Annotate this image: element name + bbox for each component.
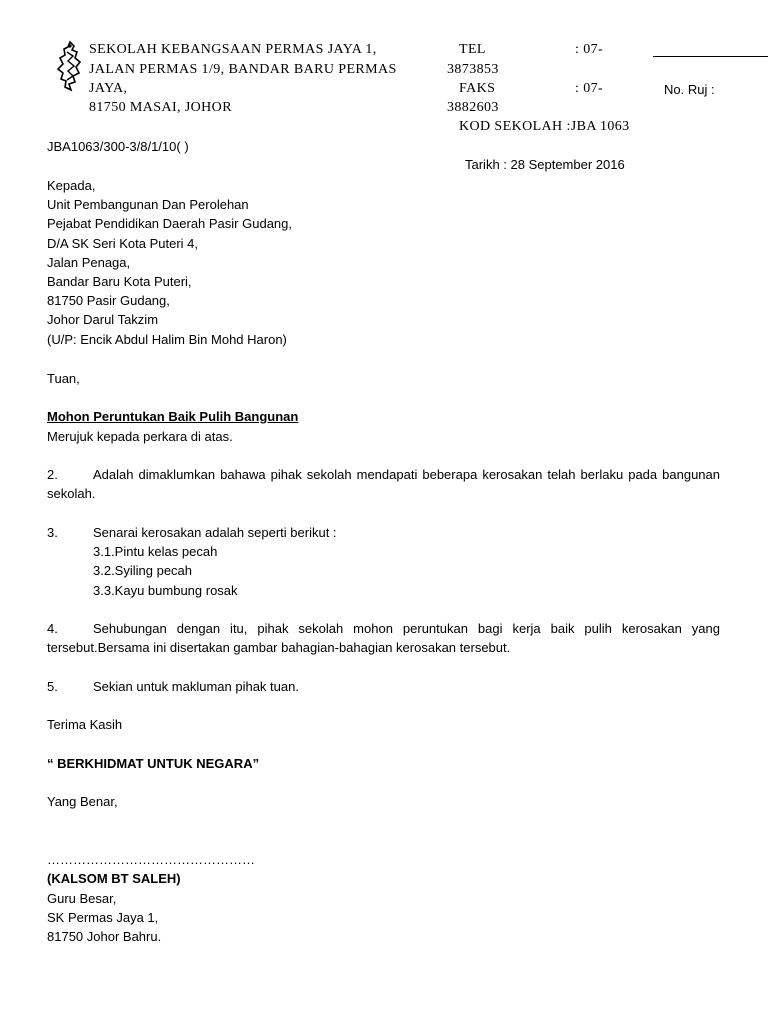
letter-date: Tarikh : 28 September 2016: [465, 157, 625, 172]
signatory-name: (KALSOM BT SALEH): [47, 871, 181, 886]
reference-number: JBA1063/300-3/8/1/10( ): [47, 139, 189, 154]
recipient-line: Bandar Baru Kota Puteri,: [47, 274, 192, 289]
paragraph-text: Adalah dimaklumkan bahawa pihak sekolah mendapati beberapa kerosakan telah berlaku pada bangunan sekolah.: [47, 467, 720, 501]
closing-yours: Yang Benar,: [47, 794, 118, 809]
letter-subject: Mohon Peruntukan Baik Pulih Bangunan: [47, 409, 299, 424]
paragraph-text: Sehubungan dengan itu, pihak sekolah mohon peruntukan bagi kerja baik pulih kerosakan yang tersebut.Bersama ini disertakan gambar bahagian-bahagian kerosakan tersebut.: [47, 621, 720, 655]
paragraph-number: 2.: [47, 467, 58, 482]
tel-value: : 07-: [575, 42, 604, 57]
recipient-line: Johor Darul Takzim: [47, 312, 159, 327]
paragraph-number: 3.: [47, 525, 58, 540]
school-address-line: 81750 MASAI, JOHOR: [89, 100, 232, 115]
school-name: SEKOLAH KEBANGSAAN PERMAS JAYA 1,: [89, 42, 377, 57]
signatory-title: SK Permas Jaya 1,: [47, 910, 159, 925]
fax-value: : 07-: [575, 81, 604, 96]
school-crest-logo: [53, 40, 87, 92]
paragraph-3: [47, 523, 337, 542]
school-address-line: JALAN PERMAS 1/9, BANDAR BARU PERMAS: [89, 62, 397, 77]
damage-list-item: 3.1.Pintu kelas pecah: [93, 544, 218, 559]
paragraph-4: [47, 619, 720, 657]
closing-thanks: Terima Kasih: [47, 717, 123, 732]
paragraph-text: Senarai kerosakan adalah seperti berikut :: [93, 525, 337, 540]
school-code: KOD SEKOLAH :JBA 1063: [459, 119, 630, 134]
tel-value: 3873853: [447, 62, 499, 77]
damage-list-item: 3.3.Kayu bumbung rosak: [93, 583, 238, 598]
signatory-title: 81750 Johor Bahru.: [47, 929, 162, 944]
recipient-salutation: Kepada,: [47, 178, 96, 193]
motto: “ BERKHIDMAT UNTUK NEGARA”: [47, 756, 260, 771]
tel-label: TEL: [459, 42, 486, 57]
damage-list-item: 3.2.Syiling pecah: [93, 563, 193, 578]
paragraph-number: 4.: [47, 621, 58, 636]
signatory-title: Guru Besar,: [47, 891, 117, 906]
fax-value: 3882603: [447, 100, 499, 115]
fax-label: FAKS: [459, 81, 496, 96]
greeting: Tuan,: [47, 371, 80, 386]
paragraph-number: 5.: [47, 679, 58, 694]
recipient-line: Jalan Penaga,: [47, 255, 131, 270]
paragraph-text: Sekian untuk makluman pihak tuan.: [93, 679, 299, 694]
recipient-line: (U/P: Encik Abdul Halim Bin Mohd Haron): [47, 332, 287, 347]
signature-line: …………………………………………: [47, 852, 255, 867]
header-rule: [653, 56, 768, 57]
recipient-line: Unit Pembangunan Dan Perolehan: [47, 197, 249, 212]
intro-text: Merujuk kepada perkara di atas.: [47, 429, 233, 444]
recipient-line: Pejabat Pendidikan Daerah Pasir Gudang,: [47, 216, 292, 231]
paragraph-2: [47, 465, 720, 503]
reference-label: No. Ruj :: [664, 82, 715, 97]
school-address-line: JAYA,: [89, 81, 128, 96]
recipient-line: 81750 Pasir Gudang,: [47, 293, 170, 308]
paragraph-5: [47, 677, 299, 696]
recipient-line: D/A SK Seri Kota Puteri 4,: [47, 236, 199, 251]
